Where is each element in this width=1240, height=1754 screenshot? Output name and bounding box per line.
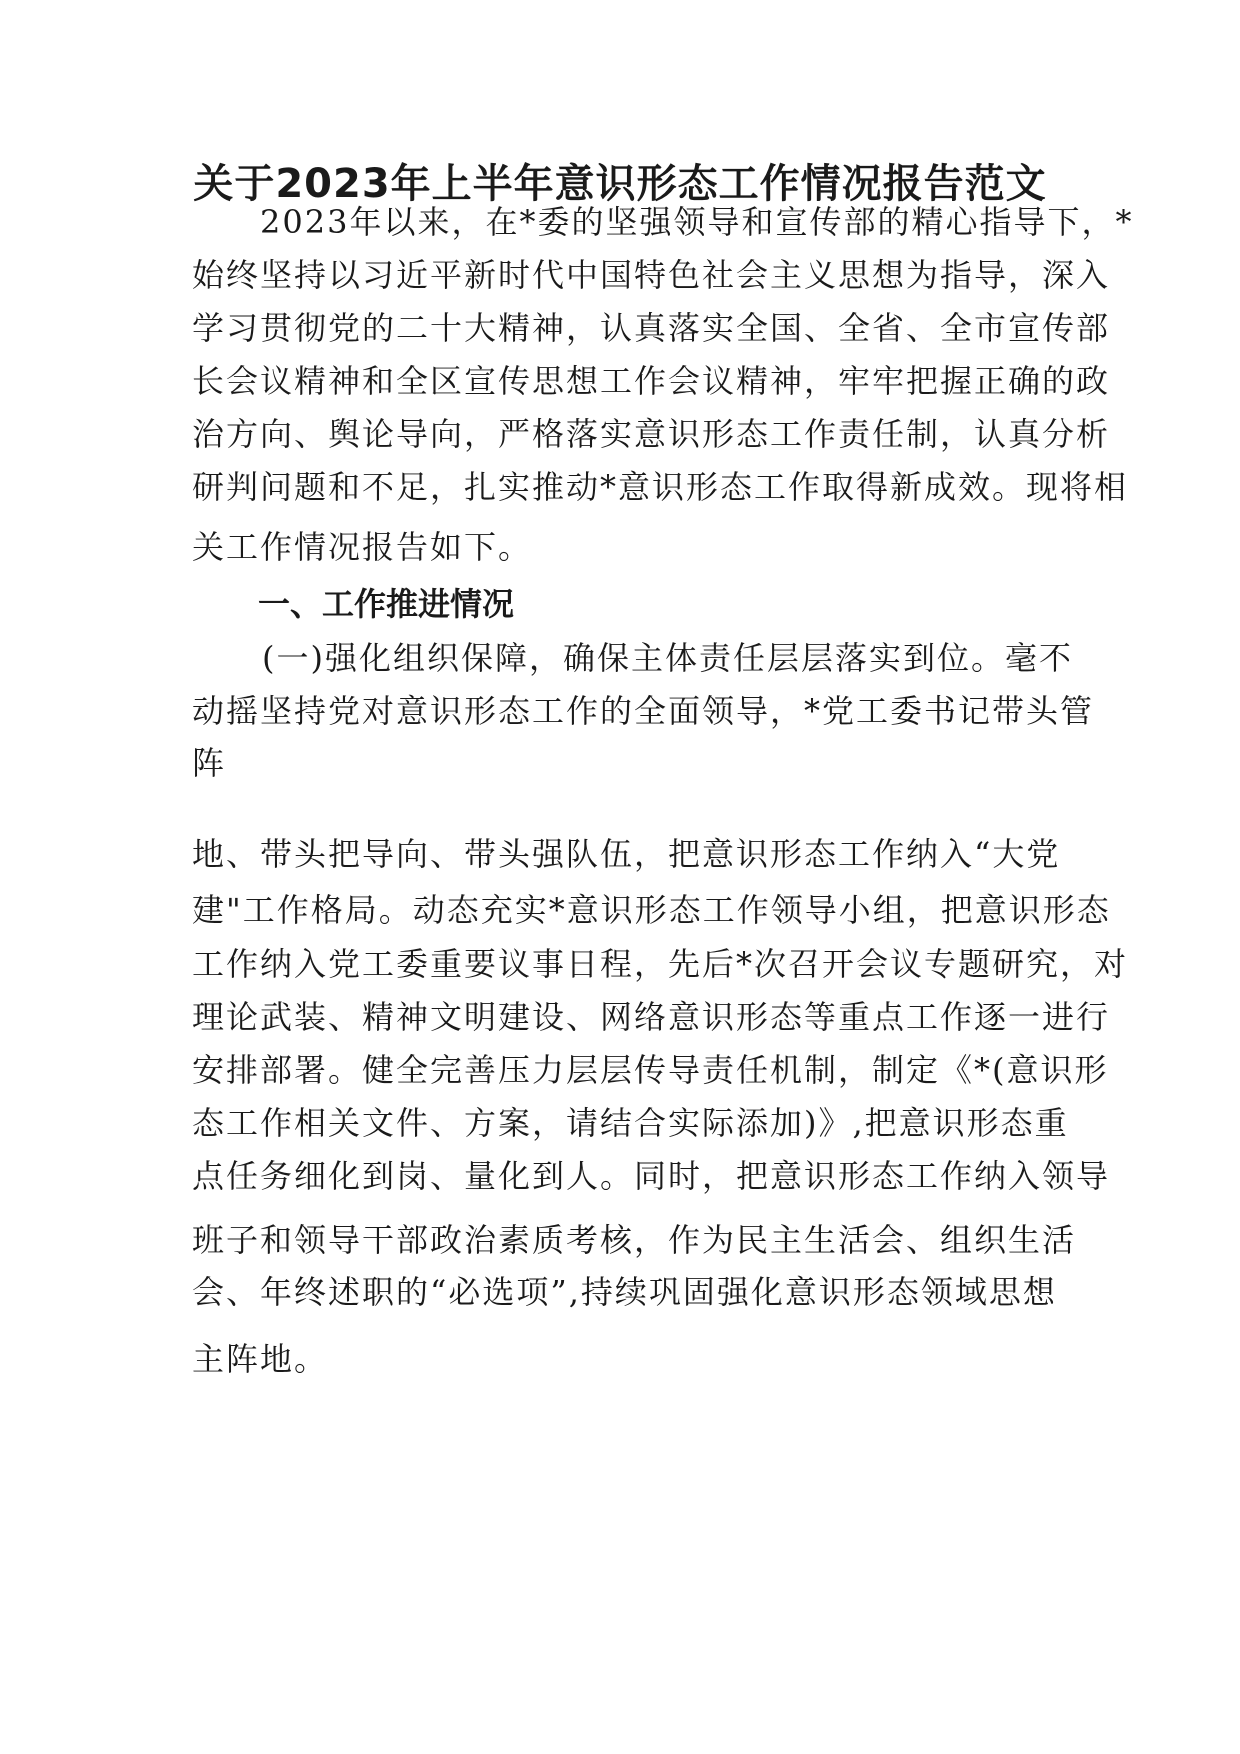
intro-line: 学习贯彻党的二十大精神，认真落实全国、全省、全市宣传部 bbox=[192, 309, 1111, 347]
sub1-line: 安排部署。健全完善压力层层传导责任机制，制定《*(意识形 bbox=[192, 1051, 1109, 1089]
sub1-line: 班子和领导干部政治素质考核，作为民主生活会、组织生活 bbox=[192, 1221, 1077, 1259]
sub1-line: 工作纳入党工委重要议事日程，先后*次召开会议专题研究，对 bbox=[192, 945, 1129, 983]
intro-line: 关工作情况报告如下。 bbox=[192, 528, 533, 566]
sub1-line: 动摇坚持党对意识形态工作的全面领导，*党工委书记带头管 bbox=[192, 692, 1095, 730]
document-title: 关于2023年上半年意识形态工作情况报告范文 bbox=[193, 161, 1047, 207]
intro-line: 2023年以来，在*委的坚强领导和宣传部的精心指导下，* bbox=[260, 203, 1134, 241]
sub1-line: 理论武装、精神文明建设、网络意识形态等重点工作逐一进行 bbox=[192, 998, 1111, 1036]
intro-line: 长会议精神和全区宣传思想工作会议精神，牢牢把握正确的政 bbox=[192, 362, 1111, 400]
sub1-line: 点任务细化到岗、量化到人。同时，把意识形态工作纳入领导 bbox=[192, 1157, 1111, 1195]
sub1-line: 会、年终述职的“必选项”,持续巩固强化意识形态领域思想 bbox=[192, 1273, 1057, 1311]
sub1-line: 地、带头把导向、带头强队伍，把意识形态工作纳入“大党 bbox=[192, 835, 1061, 873]
section-heading: 一、工作推进情况 bbox=[258, 585, 515, 623]
sub1-line: 主阵地。 bbox=[192, 1340, 329, 1378]
sub1-line: 态工作相关文件、方案，请结合实际添加)》,把意识形态重 bbox=[192, 1104, 1069, 1142]
intro-line: 治方向、舆论导向，严格落实意识形态工作责任制，认真分析 bbox=[192, 415, 1111, 453]
sub1-line: (一)强化组织保障，确保主体责任层层落实到位。毫不 bbox=[262, 639, 1073, 677]
sub1-line: 阵 bbox=[192, 744, 227, 782]
intro-line: 始终坚持以习近平新时代中国特色社会主义思想为指导，深入 bbox=[192, 256, 1111, 294]
intro-line: 研判问题和不足，扎实推动*意识形态工作取得新成效。现将相 bbox=[192, 468, 1129, 506]
sub1-line: 建"工作格局。动态充实*意识形态工作领导小组，把意识形态 bbox=[192, 891, 1111, 929]
